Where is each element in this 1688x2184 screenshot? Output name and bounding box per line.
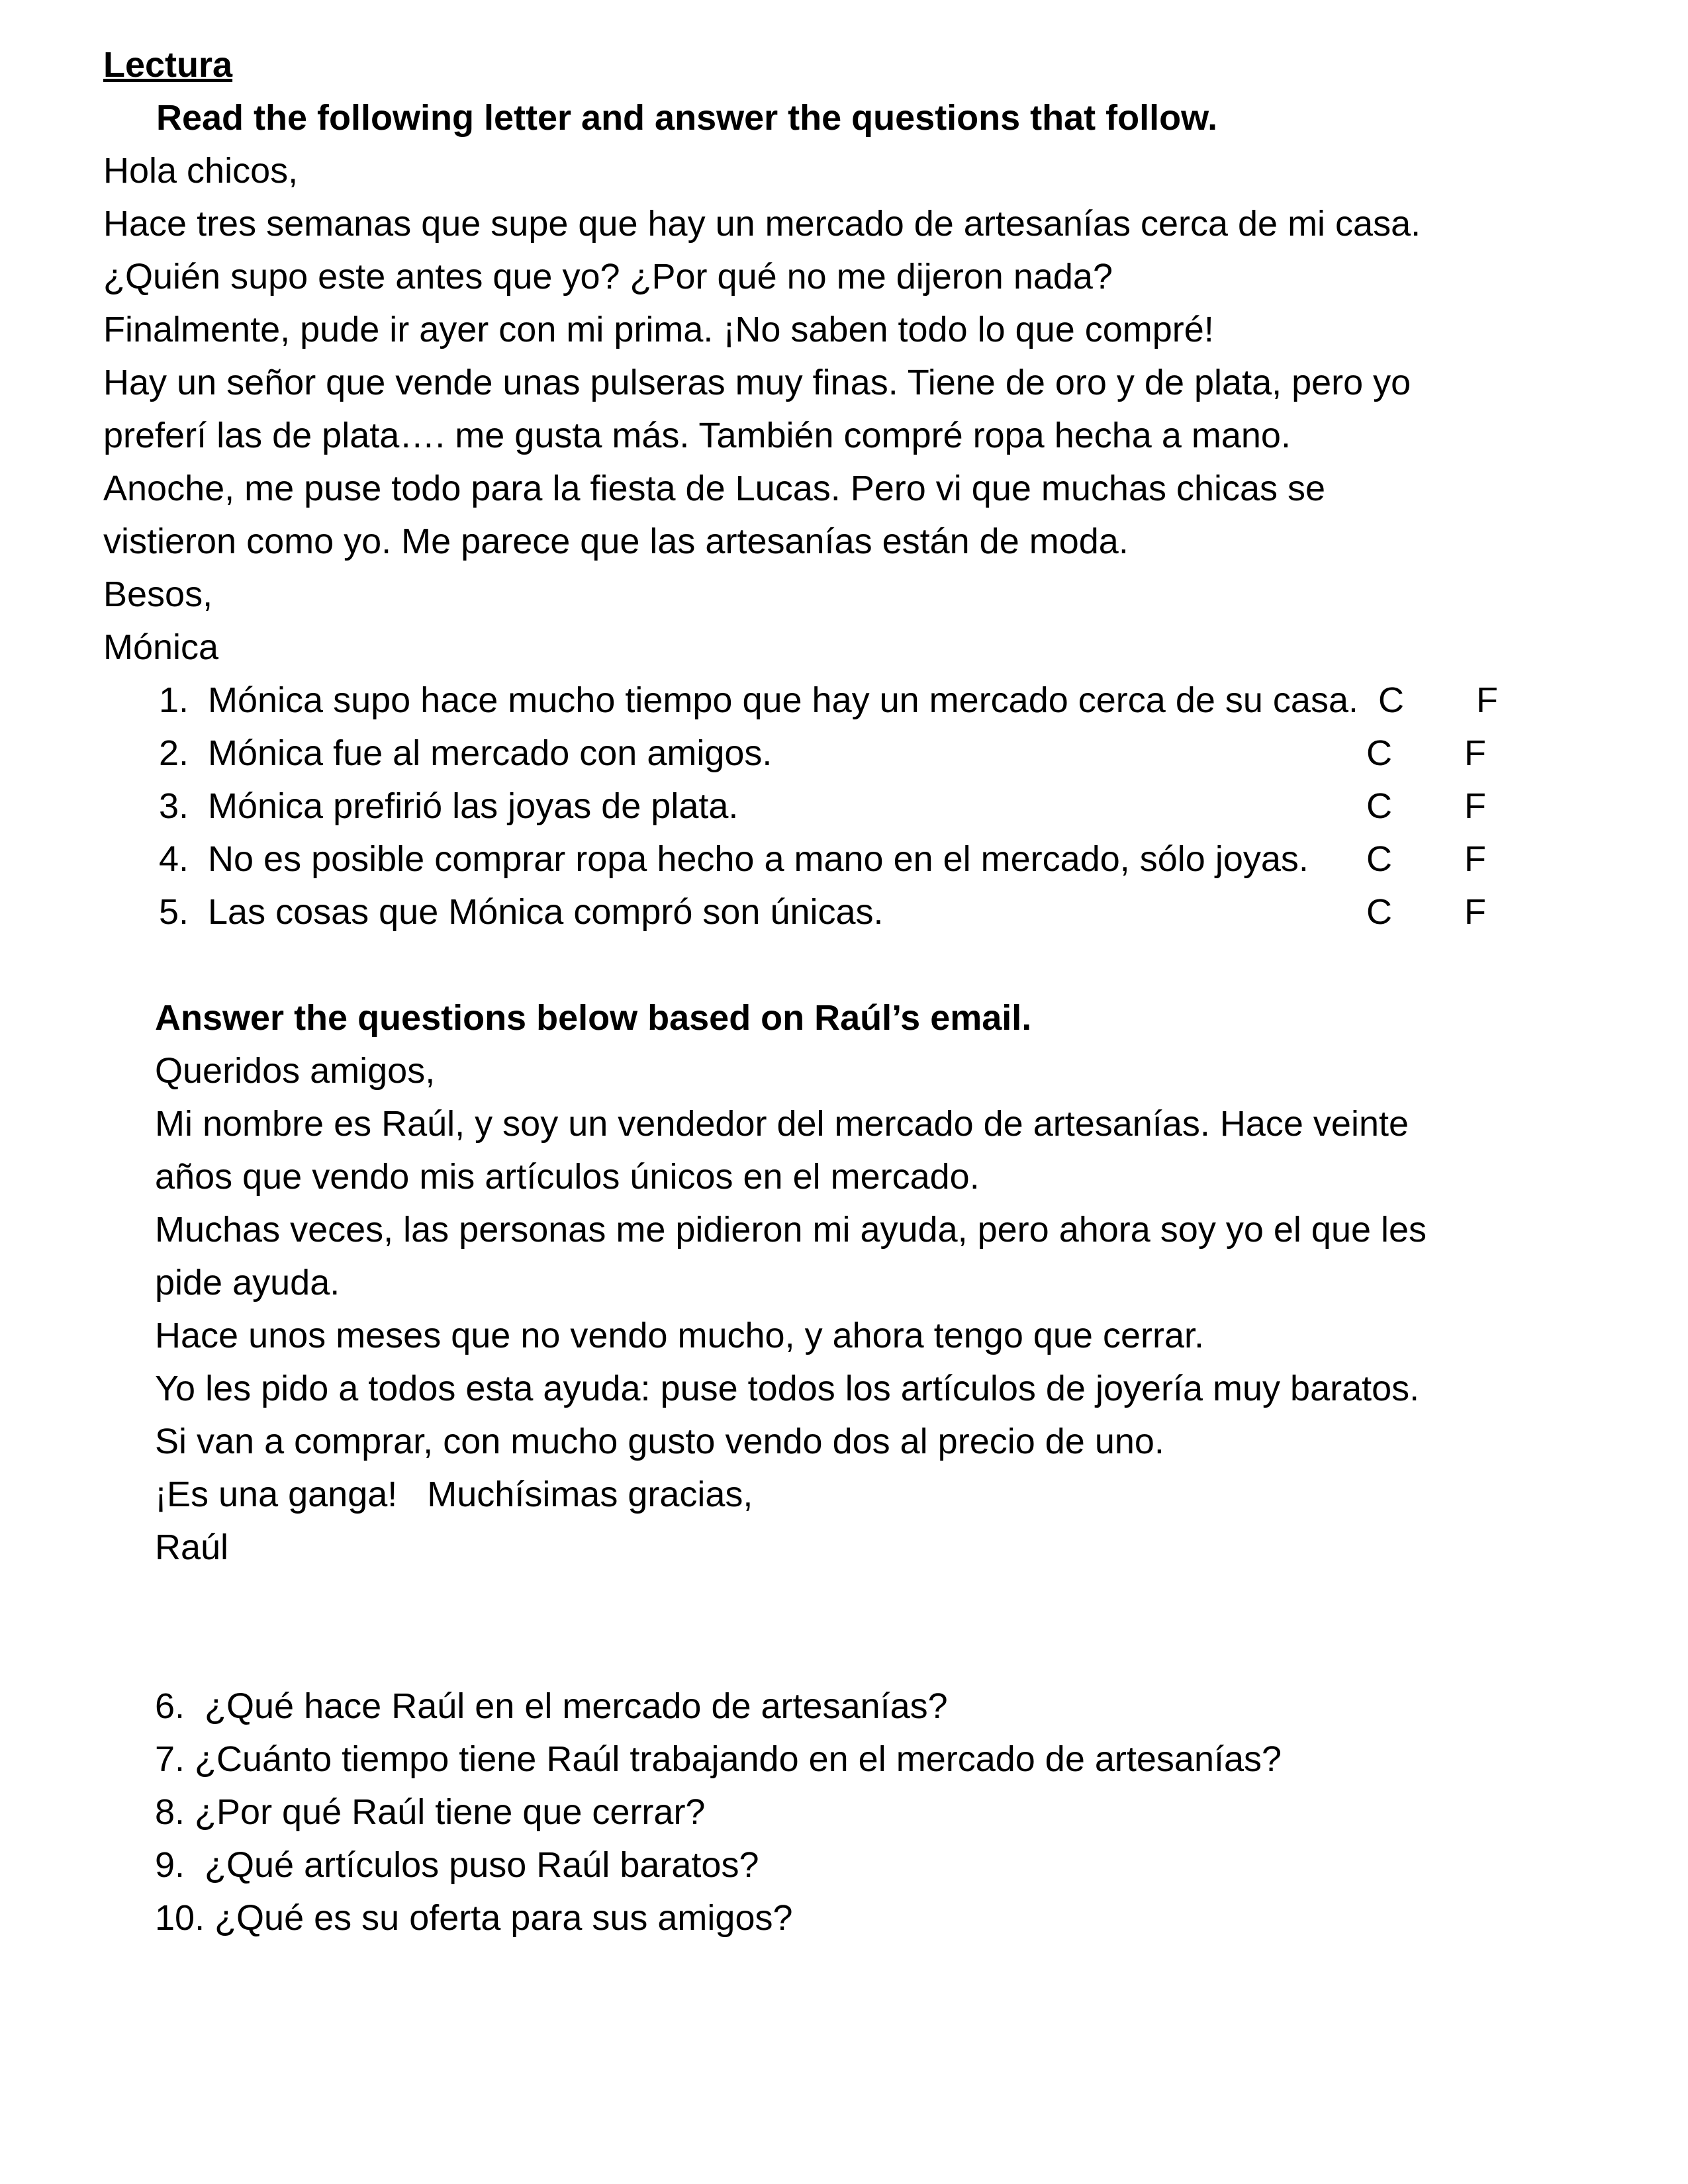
letter-closing: Besos,	[103, 574, 213, 614]
cierto-option: C	[1366, 892, 1392, 932]
cierto-option: C	[1366, 733, 1392, 773]
question-line: 7. ¿Cuánto tiempo tiene Raúl trabajando en el mercado de artesanías?	[155, 1739, 1282, 1779]
true-false-questions	[103, 674, 1642, 938]
letter-line: preferí las de plata…. me gusta más. También compré ropa hecha a mano.	[103, 416, 1291, 455]
email-line: Queridos amigos,	[155, 1051, 436, 1091]
email-line: Muchas veces, las personas me pidieron mi ayuda, pero ahora soy yo el que les	[155, 1210, 1427, 1250]
question-text: Mónica supo hace mucho tiempo que hay un mercado cerca de su casa.	[208, 680, 1358, 720]
tf-question-row	[159, 780, 1642, 833]
raul-email	[155, 1044, 1642, 1574]
open-questions	[155, 1680, 1642, 1944]
question-text: Mónica fue al mercado con amigos.	[208, 733, 773, 773]
letter-line: Finalmente, pude ir ayer con mi prima. ¡No saben todo lo que compré!	[103, 310, 1214, 349]
falso-option: F	[1476, 680, 1498, 720]
page-title: Lectura	[103, 45, 233, 85]
falso-option: F	[1464, 786, 1486, 826]
instruction-read-letter: Read the following letter and answer the questions that follow.	[156, 98, 1218, 138]
instruction-raul-email: Answer the questions below based on Raúl’s email.	[155, 998, 1032, 1038]
question-number: 3.	[159, 786, 189, 826]
email-signature: Raúl	[155, 1527, 229, 1567]
falso-option: F	[1464, 733, 1486, 773]
email-line: pide ayuda.	[155, 1263, 340, 1302]
email-line: años que vendo mis artículos únicos en el mercado.	[155, 1157, 980, 1197]
question-number: 2.	[159, 733, 189, 773]
email-line: Si van a comprar, con mucho gusto vendo dos al precio de uno.	[155, 1422, 1164, 1461]
letter-line: Hace tres semanas que supe que hay un mercado de artesanías cerca de mi casa.	[103, 204, 1421, 244]
tf-question-row	[159, 727, 1642, 780]
title-row	[103, 38, 1642, 91]
letter-signature: Mónica	[103, 627, 219, 667]
raul-email-section	[103, 991, 1642, 1944]
letter-line: Anoche, me puse todo para la fiesta de Lucas. Pero vi que muchas chicas se	[103, 469, 1326, 508]
cierto-option: C	[1366, 786, 1392, 826]
question-line: 6. ¿Qué hace Raúl en el mercado de artesanías?	[155, 1686, 948, 1726]
letter-line: vistieron como yo. Me parece que las artesanías están de moda.	[103, 522, 1129, 561]
question-line: 9. ¿Qué artículos puso Raúl baratos?	[155, 1845, 759, 1885]
question-number: 4.	[159, 839, 189, 879]
question-number: 1.	[159, 680, 189, 720]
question-text: Las cosas que Mónica compró son únicas.	[208, 892, 884, 932]
falso-option: F	[1464, 892, 1486, 932]
falso-option: F	[1464, 839, 1486, 879]
cierto-option: C	[1378, 680, 1404, 720]
question-line: 10. ¿Qué es su oferta para sus amigos?	[155, 1898, 793, 1938]
tf-question-row	[159, 886, 1642, 938]
email-line: ¡Es una ganga! Muchísimas gracias,	[155, 1475, 753, 1514]
question-text: Mónica prefirió las joyas de plata.	[208, 786, 739, 826]
tf-question-row	[159, 674, 1642, 727]
monica-letter	[103, 144, 1642, 674]
question-number: 5.	[159, 892, 189, 932]
email-line: Mi nombre es Raúl, y soy un vendedor del mercado de artesanías. Hace veinte	[155, 1104, 1409, 1144]
letter-line: Hola chicos,	[103, 151, 299, 191]
email-line: Yo les pido a todos esta ayuda: puse todos los artículos de joyería muy baratos.	[155, 1369, 1420, 1408]
question-line: 8. ¿Por qué Raúl tiene que cerrar?	[155, 1792, 706, 1832]
cierto-option: C	[1366, 839, 1392, 879]
letter-line: Hay un señor que vende unas pulseras muy finas. Tiene de oro y de plata, pero yo	[103, 363, 1411, 402]
question-text: No es posible comprar ropa hecho a mano en el mercado, sólo joyas.	[208, 839, 1309, 879]
letter-line: ¿Quién supo este antes que yo? ¿Por qué no me dijeron nada?	[103, 257, 1113, 296]
tf-question-row	[159, 833, 1642, 886]
email-line: Hace unos meses que no vendo mucho, y ahora tengo que cerrar.	[155, 1316, 1204, 1355]
